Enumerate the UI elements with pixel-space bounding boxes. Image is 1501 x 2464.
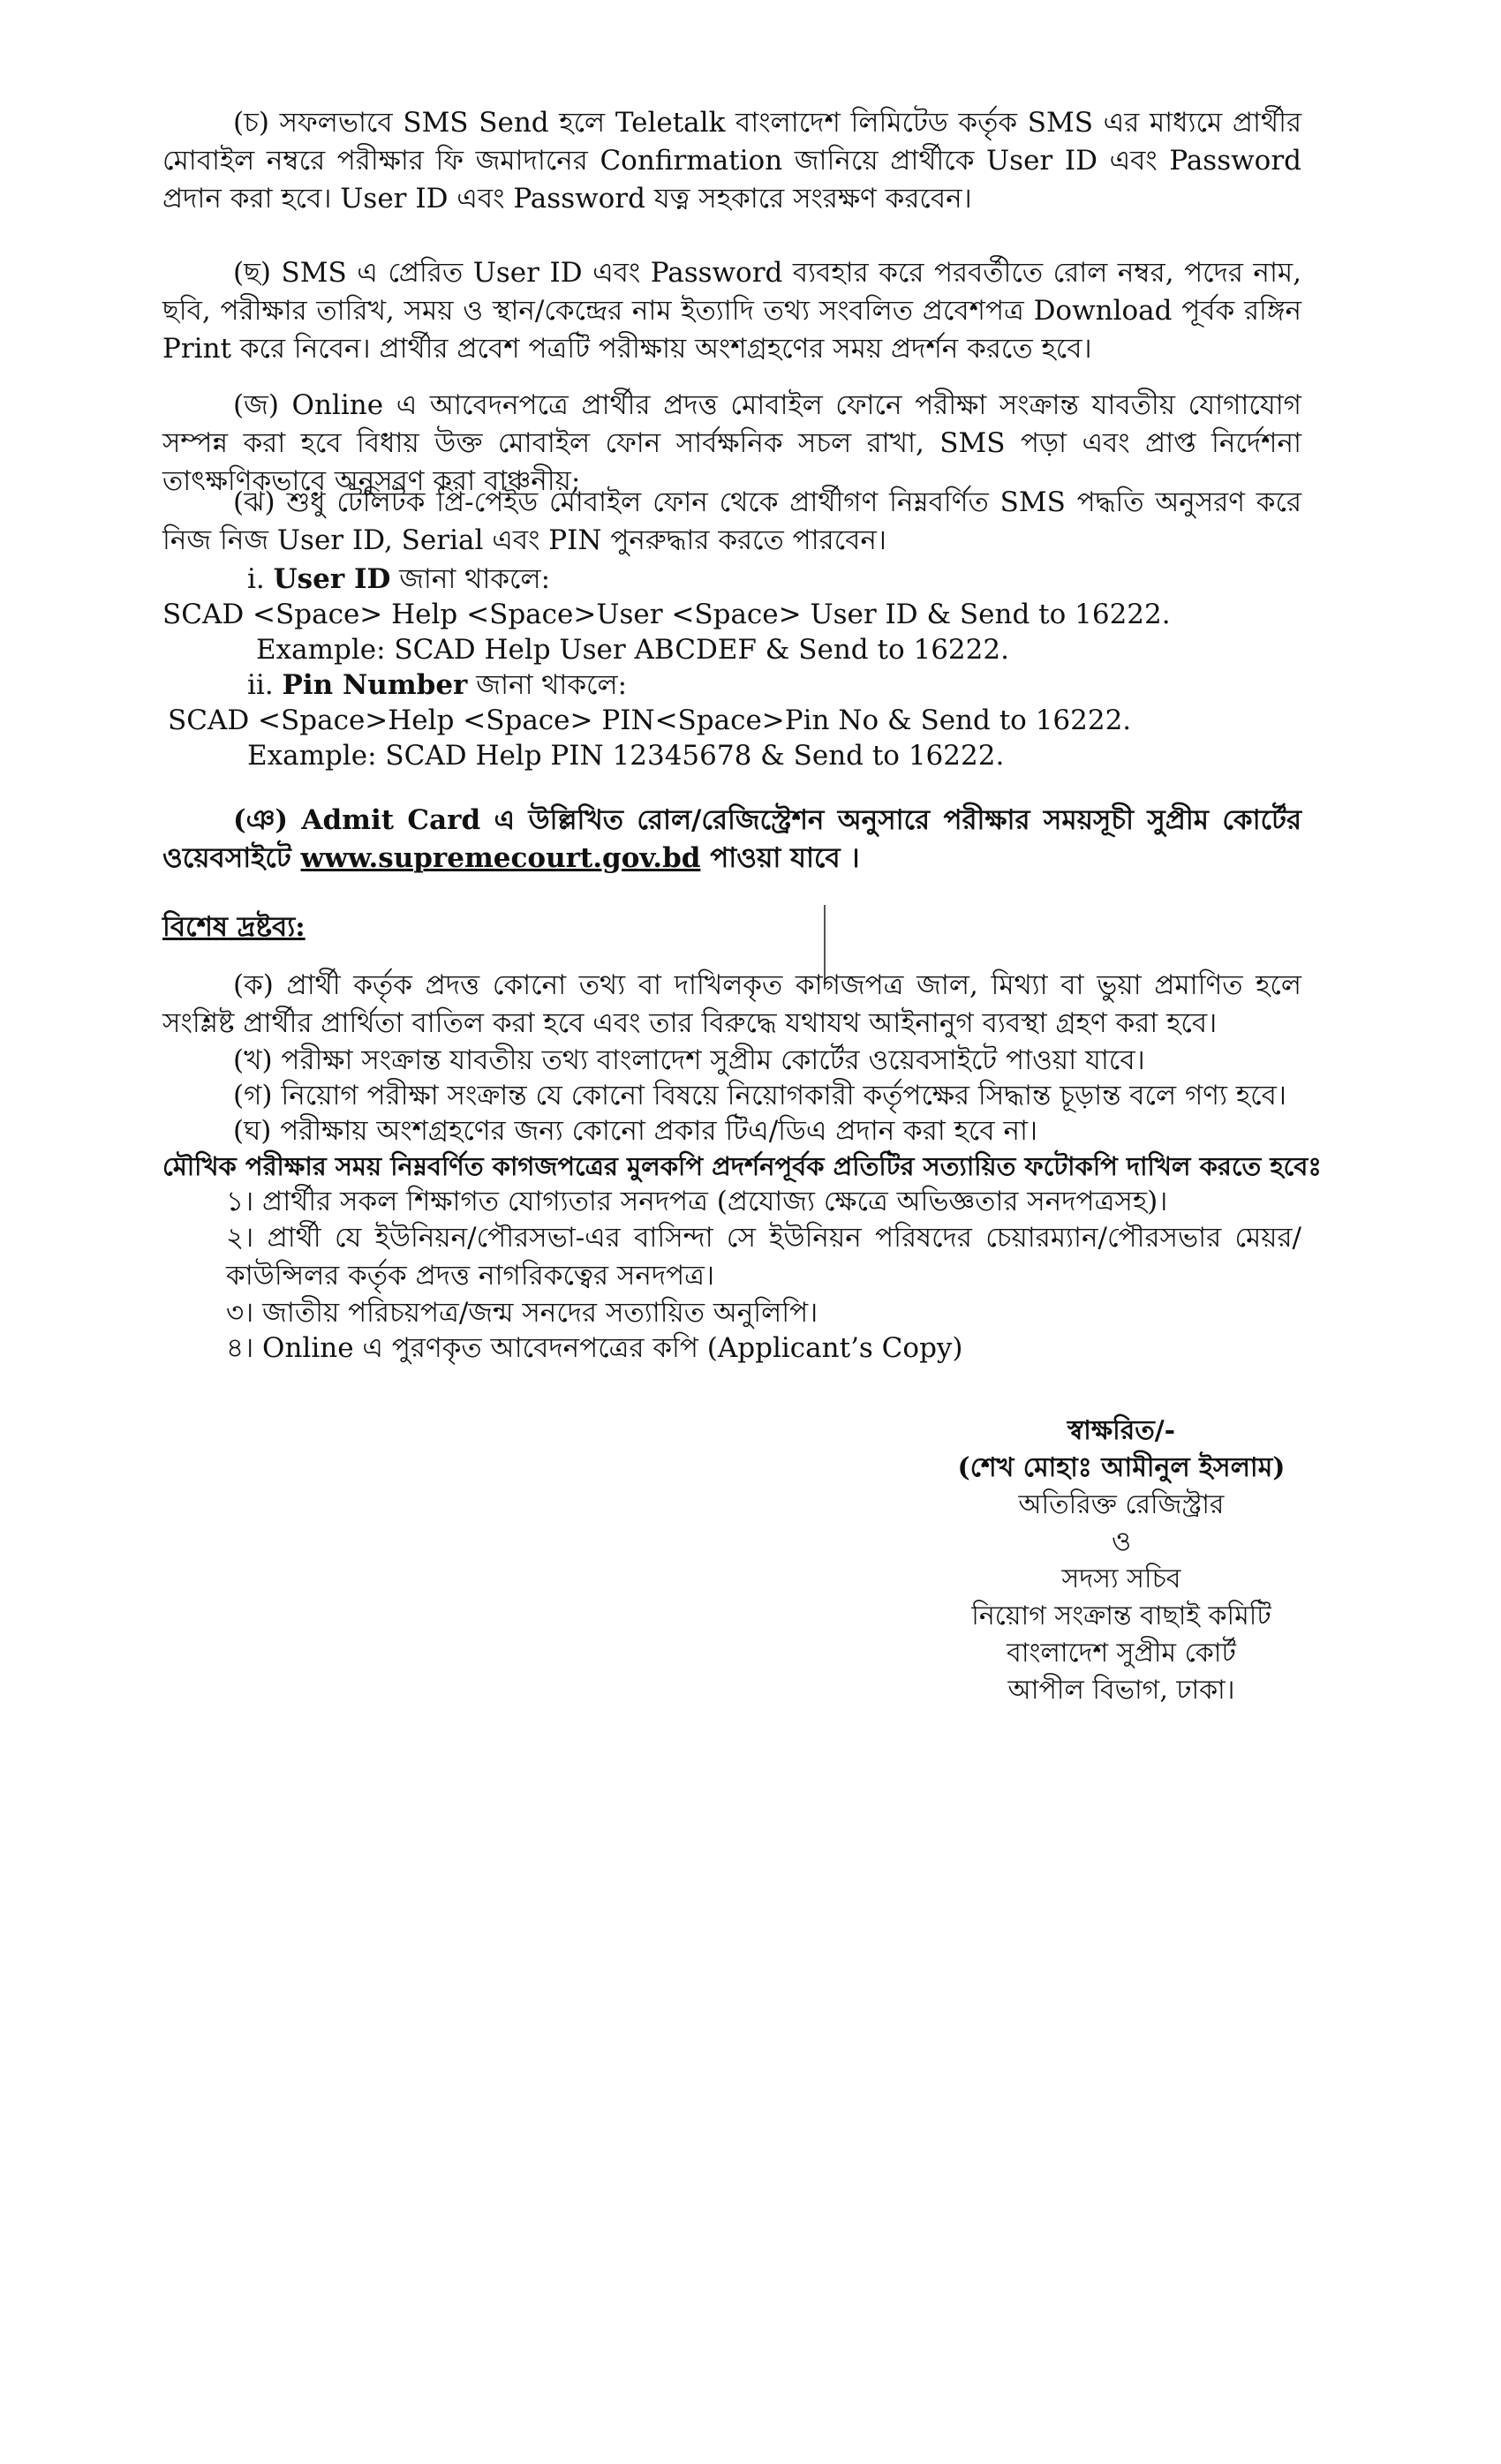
admit-card-lead: (ঞ) Admit Card এ উল্লিখিত রোল/রেজিস্ট্রেশন অনুসারে পরীক্ষার সময়সূচী সুপ্রীম কোর্টের ওয়েবসাইটে <box>162 804 1301 874</box>
userid-prefix: i. <box>247 563 274 595</box>
instruction-chha <box>162 254 1301 368</box>
viva-doc-item-2: ২। প্রার্থী যে ইউনিয়ন/পৌরসভা-এর বাসিন্দা সে ইউনিয়ন পরিষদের চেয়ারম্যান/পৌরসভার মেয়র/কাউন্সিলর কর্তৃক প্রদত্ত নাগরিকত্বের সনদপত্র। <box>226 1222 1301 1292</box>
pin-sms-example: Example: SCAD Help PIN 12345678 & Send to 16222. <box>247 740 1005 772</box>
notes-list <box>162 967 1322 1366</box>
signatory-committee: নিয়োগ সংক্রান্ত বাছাই কমিটি <box>971 1601 1271 1631</box>
signed-mark: স্বাক্ষরিত/- <box>1067 1415 1176 1446</box>
instruction-jha <box>162 484 1301 560</box>
viva-doc-item-3: ৩। জাতীয় পরিচয়পত্র/জন্ম সনদের সত্যায়িত অনুলিপি। <box>226 1297 818 1329</box>
signature-block <box>936 1413 1307 1709</box>
notes-section <box>162 909 1301 945</box>
notes-heading: বিশেষ দ্রষ্টব্য: <box>162 911 305 943</box>
pin-bold-label: Pin Number <box>282 669 468 701</box>
signatory-and: ও <box>1111 1526 1132 1557</box>
signatory-name: (শেখ মোহাঃ আমীনুল ইসলাম) <box>957 1452 1286 1483</box>
instruction-cha <box>162 104 1301 218</box>
signatory-division: আপীল বিভাগ, ঢাকা। <box>1007 1675 1235 1706</box>
note-gha: (ঘ) পরীক্ষায় অংশগ্রহণের জন্য কোনো প্রকার টিএ/ডিএ প্রদান করা হবে না। <box>233 1115 1038 1147</box>
instruction-jha-text: (ঝ) শুধু টেলিটক প্রি-পেইড মোবাইল ফোন থেকে প্রার্থীগণ নিম্নবর্ণিত SMS পদ্ধতি অনুসরণ করে নিজ নিজ User ID, Serial এবং PIN পুনরুদ্ধার করতে পারবেন। <box>162 486 1301 556</box>
viva-doc-item-4: ৪। Online এ পুরণকৃত আবেদনপত্রের কপি (Applicant’s Copy) <box>226 1332 963 1364</box>
viva-doc-item-1: ১। প্রার্থীর সকল শিক্ষাগত যোগ্যতার সনদপত্র (প্রযোজ্য ক্ষেত্রে অভিজ্ঞতার সনদপত্রসহ)। <box>226 1186 1168 1217</box>
instruction-chha-text: (ছ) SMS এ প্রেরিত User ID এবং Password ব্যবহার করে পরবর্তীতে রোল নম্বর, পদের নাম, ছবি, পরীক্ষার তারিখ, সময় ও স্থান/কেন্দ্রের নাম ইত্যাদি তথ্য সংবলিত প্রবেশপত্র Download পূর্বক রঙ্গিন Print করে নিবেন। প্রার্থীর প্রবেশ পত্রটি পরীক্ষায় অংশগ্রহণের সময় প্রদর্শন করতে হবে। <box>162 257 1301 365</box>
pin-prefix: ii. <box>247 669 283 701</box>
userid-suffix: জানা থাকলে: <box>390 563 551 595</box>
userid-sms-format: SCAD <Space> Help <Space>User <Space> User ID & Send to 16222. <box>162 599 1171 630</box>
instruction-cha-text: (চ) সফলভাবে SMS Send হলে Teletalk বাংলাদেশ লিমিটেড কর্তৃক SMS এর মাধ্যমে প্রার্থীর মোবাইল নম্বরে পরীক্ষার ফি জমাদানের Confirmation জানিয়ে প্রার্থীকে User ID এবং Password প্রদান করা হবে। User ID এবং Password যত্ন সহকারে সংরক্ষণ করবেন। <box>162 107 1301 215</box>
signatory-title-1: অতিরিক্ত রেজিস্ট্রার <box>1018 1489 1225 1520</box>
pin-suffix: জানা থাকলে: <box>467 669 628 701</box>
admit-card-tail: পাওয়া যাবে । <box>710 842 860 874</box>
note-ga: (গ) নিয়োগ পরীক্ষা সংক্রান্ত যে কোনো বিষয়ে নিয়োগকারী কর্তৃপক্ষের সিদ্ধান্ত চূড়ান্ত বলে গণ্য হবে। <box>233 1080 1286 1111</box>
pin-heading <box>162 667 1301 703</box>
admit-card-text <box>162 802 1301 878</box>
sms-recovery-section <box>162 561 1301 773</box>
userid-heading <box>162 561 1301 597</box>
userid-bold-label: User ID <box>273 563 391 595</box>
userid-sms-example: Example: SCAD Help User ABCDEF & Send to 16222. <box>256 634 1009 666</box>
instruction-ja-text: (জ) Online এ আবেদনপত্রে প্রার্থীর প্রদত্ত মোবাইল ফোনে পরীক্ষা সংক্রান্ত যাবতীয় যোগাযোগ সম্পন্ন করা হবে বিধায় উক্ত মোবাইল ফোন সার্বক্ষনিক সচল রাখা, SMS পড়া এবং প্রাপ্ত নির্দেশনা তাৎক্ষণিকভাবে অনুসরণ করা বাঞ্চনীয়; <box>162 389 1301 497</box>
note-kha: (খ) পরীক্ষা সংক্রান্ত যাবতীয় তথ্য বাংলাদেশ সুপ্রীম কোর্টের ওয়েবসাইটে পাওয়া যাবে। <box>233 1044 1145 1076</box>
viva-docs-heading: মৌখিক পরীক্ষার সময় নিম্নবর্ণিত কাগজপত্রের মুলকপি প্রদর্শনপূর্বক প্রতিটির সত্যায়িত ফটোকপি দাখিল করতে হবেঃ <box>162 1151 1322 1181</box>
instruction-neo-admit-card <box>162 802 1301 878</box>
supremecourt-website-link[interactable]: www.supremecourt.gov.bd <box>300 842 701 874</box>
signatory-title-2: সদস্য সচিব <box>1061 1564 1181 1594</box>
note-ka: (ক) প্রার্থী কর্তৃক প্রদত্ত কোনো তথ্য বা দাখিলকৃত কাগজপত্র জাল, মিথ্যা বা ভুয়া প্রমাণিত হলে সংশ্লিষ্ট প্রার্থীর প্রার্থিতা বাতিল করা হবে এবং তার বিরুদ্ধে যথাযথ আইনানুগ ব্যবস্থা গ্রহণ করা হবে। <box>162 969 1301 1039</box>
pin-sms-format: SCAD <Space>Help <Space> PIN<Space>Pin No & Send to 16222. <box>168 705 1132 736</box>
signatory-court: বাংলাদেশ সুপ্রীম কোর্ট <box>1007 1638 1236 1669</box>
